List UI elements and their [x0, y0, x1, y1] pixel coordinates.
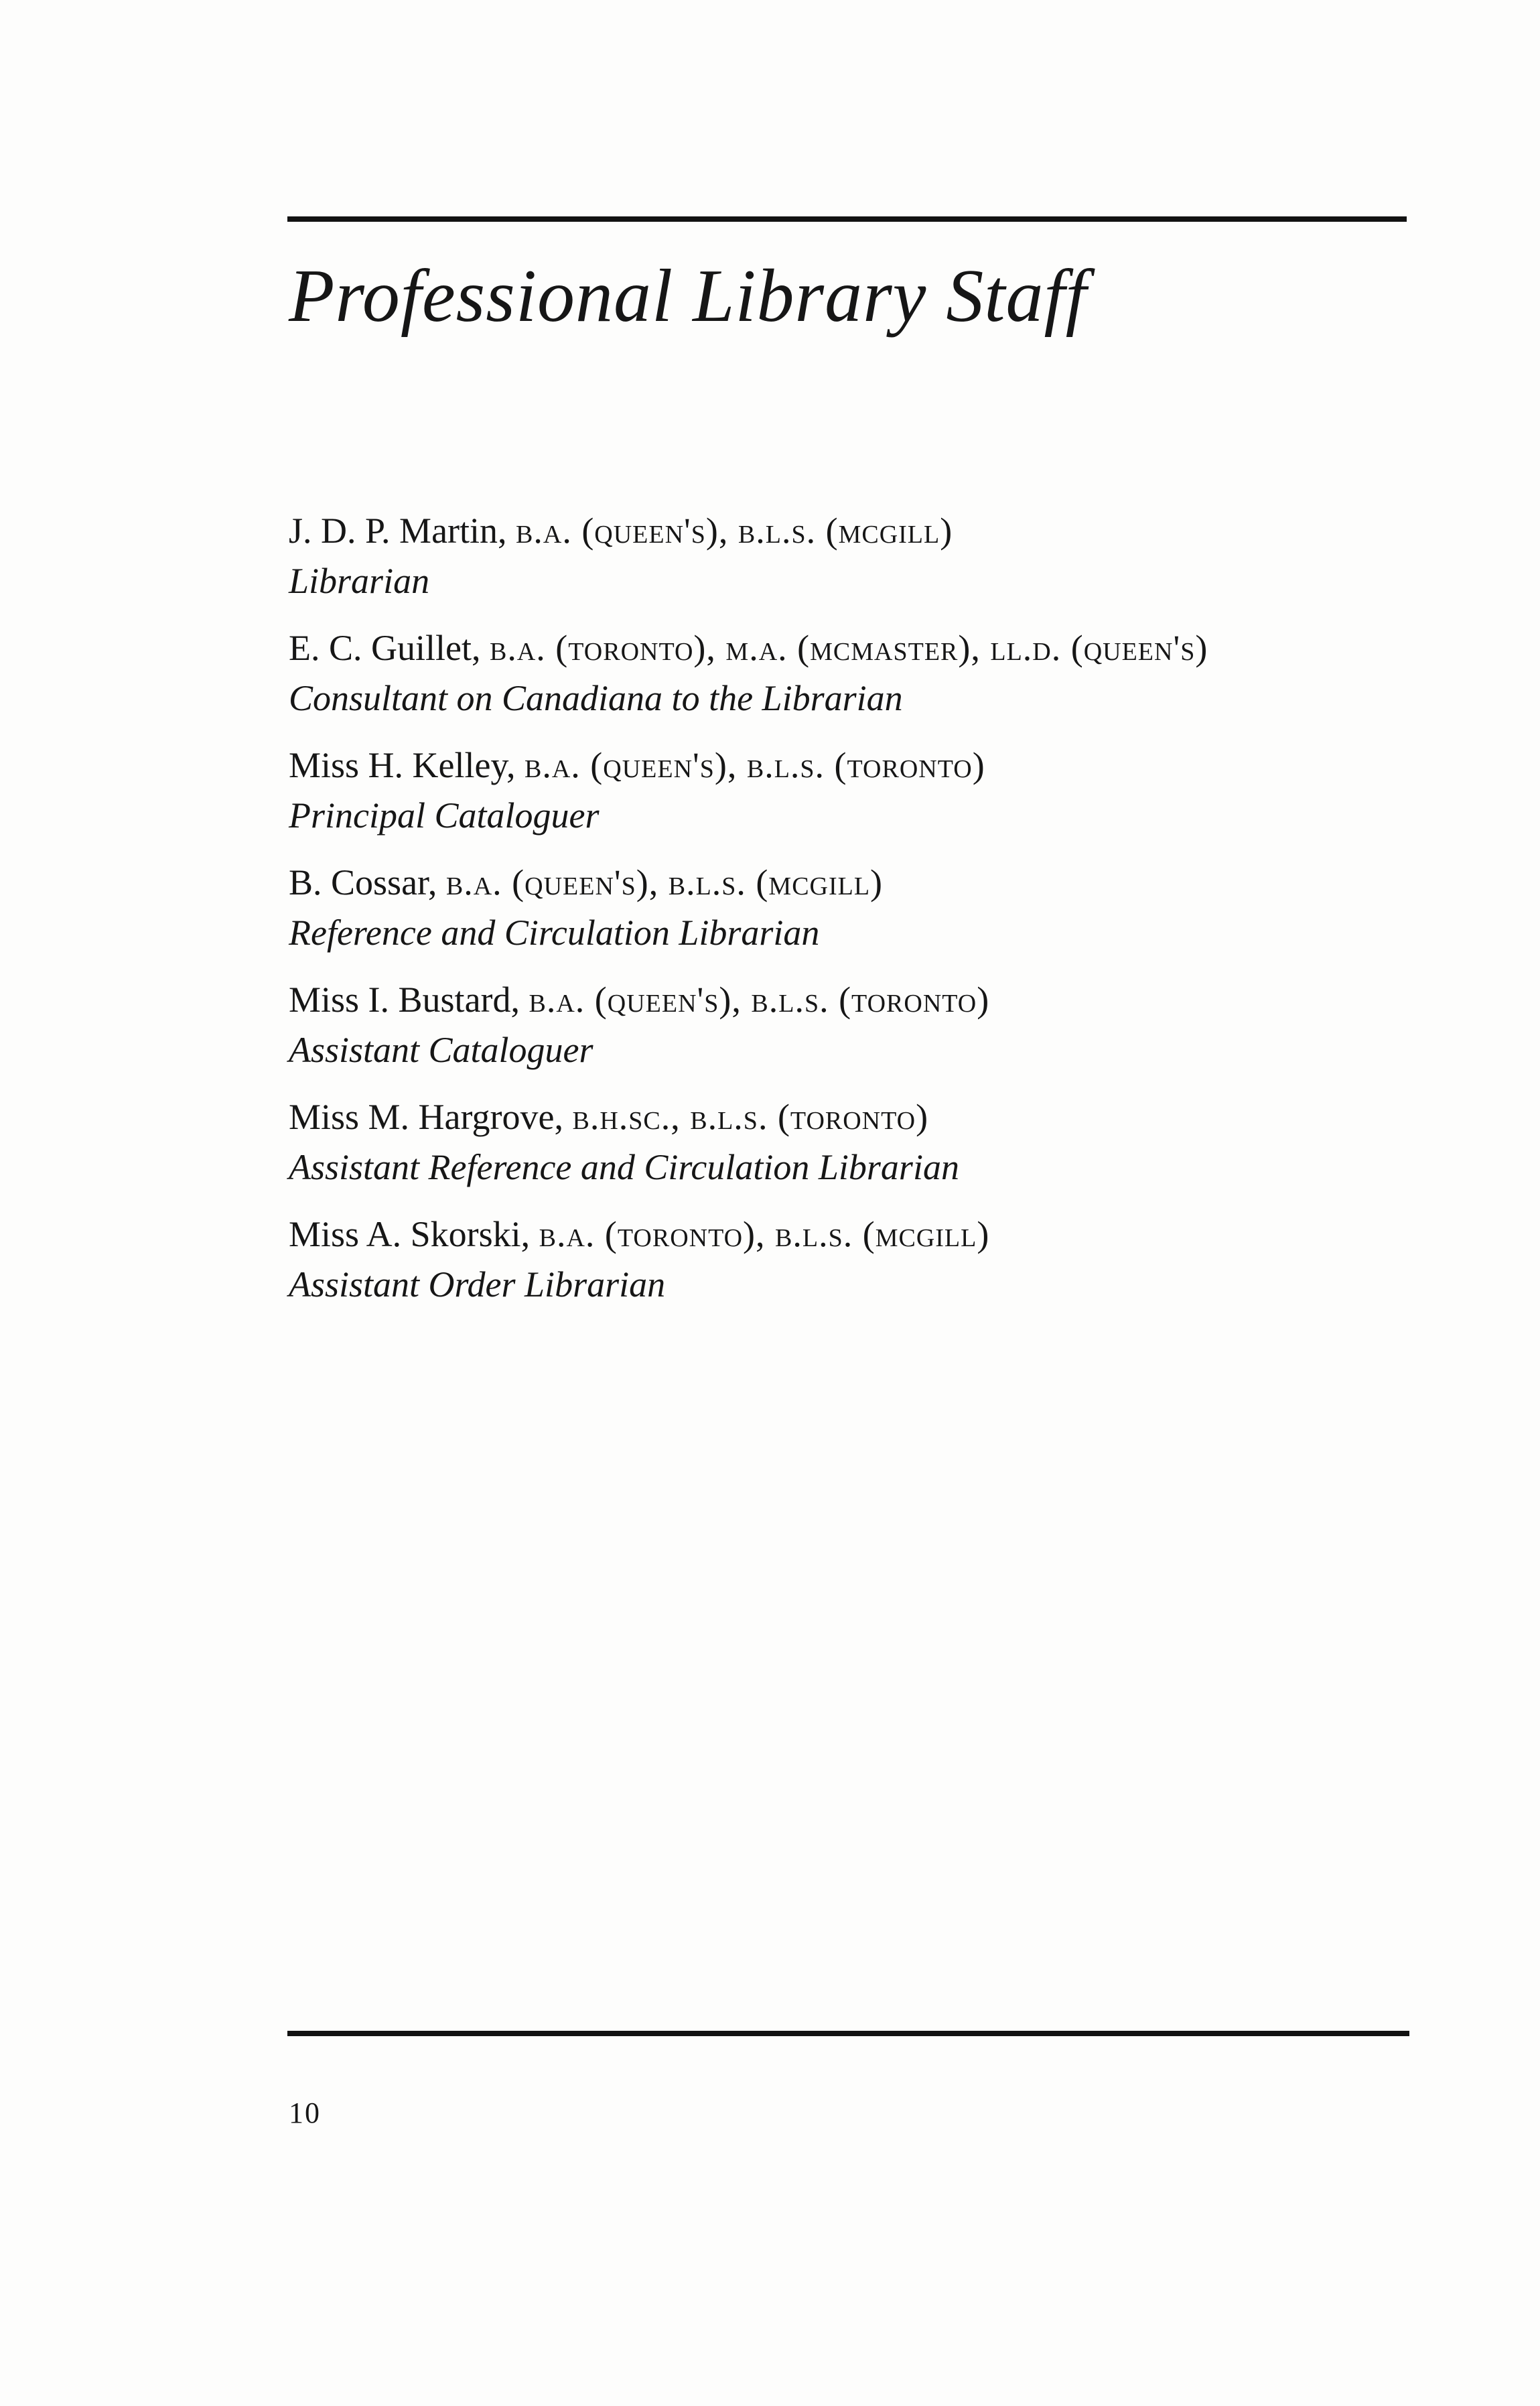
staff-role: Librarian — [289, 561, 430, 601]
staff-entry — [289, 975, 1427, 1092]
staff-degrees: b.a. (queen's), b.l.s. (toronto) — [529, 980, 990, 1020]
staff-name: E. C. Guillet, — [289, 628, 481, 668]
staff-role: Assistant Reference and Circulation Librarian — [289, 1147, 959, 1187]
staff-entry — [289, 1092, 1427, 1209]
bottom-rule — [287, 2031, 1409, 2036]
staff-degrees: b.h.sc., b.l.s. (toronto) — [572, 1097, 929, 1137]
staff-degrees: b.a. (queen's), b.l.s. (mcgill) — [445, 862, 884, 903]
page-title: Professional Library Staff — [289, 255, 1087, 338]
staff-role: Reference and Circulation Librarian — [289, 913, 820, 953]
staff-entry — [289, 1209, 1427, 1327]
staff-name-line — [289, 506, 1427, 556]
staff-entry — [289, 858, 1427, 975]
staff-role: Assistant Cataloguer — [289, 1030, 593, 1070]
staff-name-line — [289, 975, 1427, 1025]
staff-entry — [289, 506, 1427, 623]
staff-name: Miss I. Bustard, — [289, 980, 520, 1020]
staff-name: J. D. P. Martin, — [289, 511, 507, 551]
staff-role: Principal Cataloguer — [289, 795, 600, 836]
staff-name-line — [289, 1092, 1427, 1142]
staff-degrees: b.a. (toronto), m.a. (mcmaster), ll.d. (queen's) — [489, 628, 1208, 668]
staff-role: Assistant Order Librarian — [289, 1264, 666, 1305]
staff-name-line — [289, 1209, 1427, 1260]
staff-degrees: b.a. (toronto), b.l.s. (mcgill) — [539, 1214, 990, 1254]
page-number: 10 — [289, 2096, 321, 2129]
staff-name-line — [289, 623, 1427, 673]
staff-degrees: b.a. (queen's), b.l.s. (mcgill) — [516, 511, 953, 551]
staff-role: Consultant on Canadiana to the Librarian — [289, 678, 903, 718]
staff-name: Miss H. Kelley, — [289, 745, 516, 785]
top-rule — [287, 216, 1407, 222]
staff-name: Miss A. Skorski, — [289, 1214, 531, 1254]
staff-entry — [289, 740, 1427, 858]
staff-entry — [289, 623, 1427, 740]
staff-name: B. Cossar, — [289, 862, 437, 903]
staff-degrees: b.a. (queen's), b.l.s. (toronto) — [524, 745, 985, 785]
staff-name-line — [289, 858, 1427, 908]
staff-name-line — [289, 740, 1427, 791]
staff-name: Miss M. Hargrove, — [289, 1097, 563, 1137]
staff-list — [289, 506, 1427, 1327]
